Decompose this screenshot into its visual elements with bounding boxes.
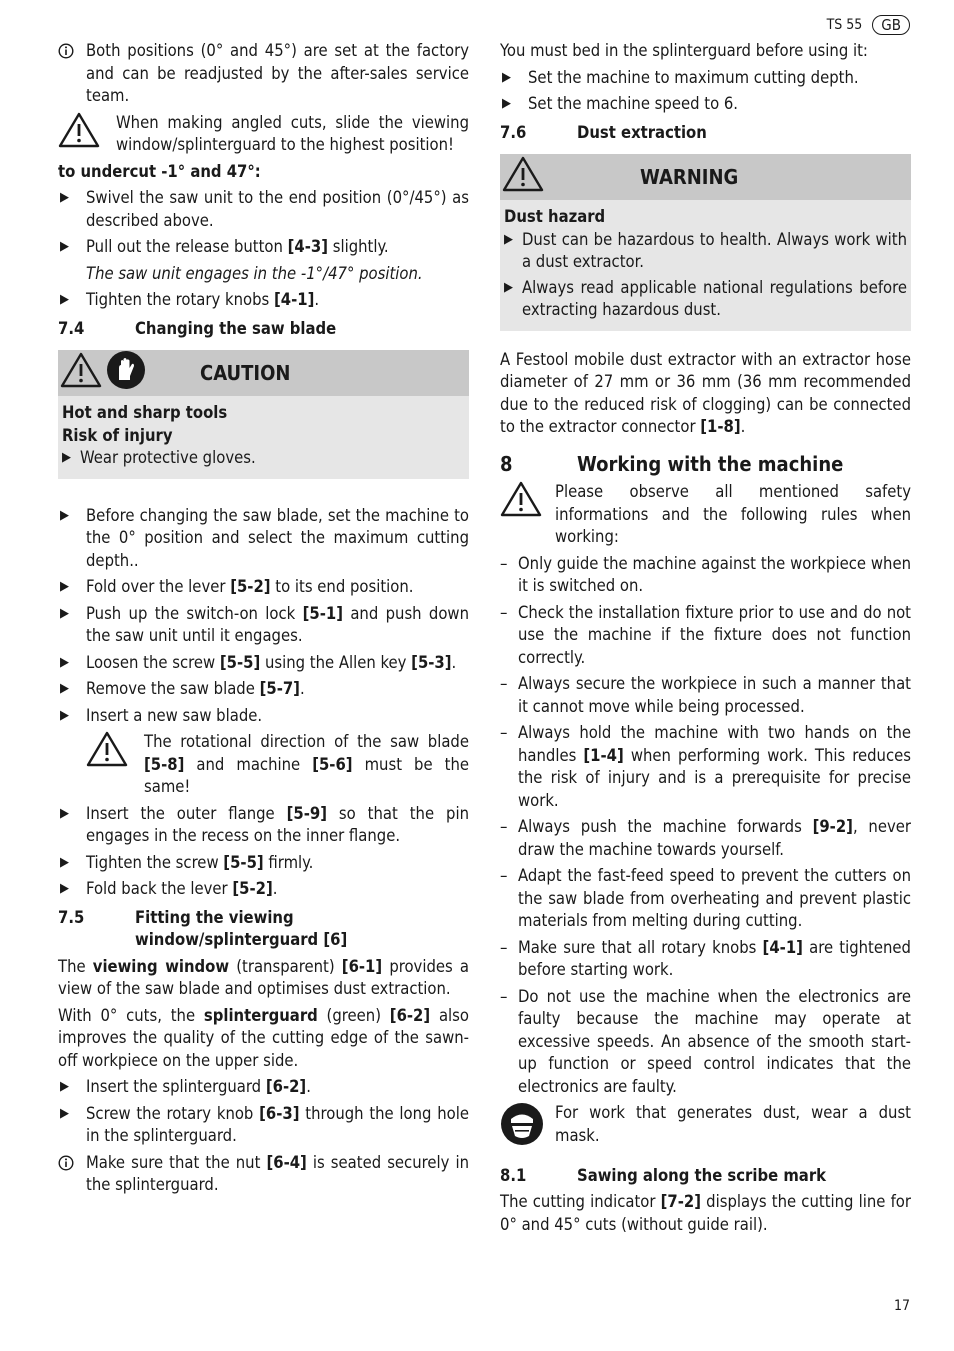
paragraph: A Festool mobile dust extractor with an extractor hose diameter of 27 mm or 36 mm (36 mm recommended due to the reduced risk of clogging) can be connected to the extractor connector [1-8]. [500, 349, 911, 436]
info-icon [58, 43, 74, 66]
warning-triangle-icon [502, 156, 544, 199]
rotation-warning: The rotational direction of the saw blade [5-8] and machine [5-6] must be the same! [58, 731, 469, 799]
result-text: The saw unit engages in the -1°/47° position. [86, 263, 423, 283]
caution-title: CAUTION [200, 360, 291, 385]
list-item: ▶ Set the machine to maximum cutting depth. [502, 67, 859, 87]
list-item: ▶ Tighten the rotary knobs [4-1]. [60, 290, 320, 309]
page-header [827, 14, 910, 37]
warning-triangle-icon [500, 481, 555, 524]
info-icon [58, 1155, 74, 1178]
left-column [58, 40, 469, 1201]
list-item: ▶ Always read applicable national regulations before extracting hazardous dust. [504, 277, 907, 319]
list-item: ▶ Tighten the screw [5-5] firmly. [60, 852, 314, 872]
safety-warning: Please observe all mentioned safety informations and the following rules when working: [500, 481, 911, 549]
language-badge: GB [872, 15, 910, 35]
list-item: ▶ Fold back the lever [5-2]. [60, 879, 278, 898]
list-item: – Check the installation fixture prior to use and do not use the machine if the fixture does not function correctly. [500, 602, 911, 667]
paragraph: The viewing window (transparent) [6-1] provides a view of the saw blade and optimises dust extraction. [58, 956, 470, 998]
list-item: – Make sure that all rotary knobs [4-1] are tightened before starting work. [500, 937, 911, 979]
list-item: ▶ Insert the splinterguard [6-2]. [60, 1077, 311, 1096]
model-label: TS 55 [826, 17, 863, 33]
list-item: ▶ Set the machine speed to 6. [502, 94, 739, 113]
list-item: – Do not use the machine when the electronics are faulty because the machine may operate at excessive speeds. An absence of the smooth start-up function or speed control indicates that the electronics are faulty. [500, 986, 911, 1096]
angled-cut-warning: When making angled cuts, slide the viewing window/splinterguard to the highest position! [58, 112, 469, 157]
list-item: – Adapt the fast-feed speed to prevent the cutters on the saw blade from overheating and prevent plastic materials from melting during cutting. [500, 866, 911, 930]
section-heading-8: 8 Working with the machine [500, 451, 844, 476]
paragraph: With 0° cuts, the splinterguard (green) [6-2] also improves the quality of the cutting edge of the sawn-off workpiece on the upper side. [58, 1005, 469, 1070]
right-column [500, 40, 911, 1240]
undercut-heading: to undercut -1° and 47°: [58, 161, 261, 181]
list-item: – Always hold the machine with two hands on the handles [1-4] when performing work. This reduces the risk of injury and is a prerequisite for precise work. [500, 723, 911, 810]
gloves-icon [106, 350, 146, 397]
list-item: ▶ Screw the rotary knob [6-3] through the long hole in the splinterguard. [60, 1103, 469, 1145]
list-item: ▶ Dust can be hazardous to health. Always work with a dust extractor. [504, 229, 907, 271]
list-item: ▶ Insert a new saw blade. [60, 705, 263, 725]
section-heading-7-6: 7.6 Dust extraction [500, 122, 707, 142]
list-item: – Always push the machine forwards [9-2], never draw the machine towards yourself. [500, 817, 911, 859]
paragraph: You must bed in the splinterguard before using it: [500, 41, 868, 60]
warning-triangle-icon [86, 731, 144, 774]
list-item: ▶ Wear protective gloves. [62, 448, 256, 467]
warning-box: WARNING Dust hazard ▶ Dust can be hazardous to health. Always work with a dust extractor. ▶ Always read applicable national regulations before extracting hazardous dust. [500, 154, 911, 331]
list-item: ▶ Fold over the lever [5-2] to its end position. [60, 577, 414, 596]
list-item: ▶ Loosen the screw [5-5] using the Allen key [5-3]. [60, 652, 457, 672]
dust-mask-icon [500, 1102, 555, 1153]
warning-title: WARNING [640, 164, 739, 189]
section-heading-7-5: 7.5 Fitting the viewing window/splinterguard [6] [58, 907, 348, 949]
section-heading-7-4: 7.4 Changing the saw blade [58, 318, 337, 338]
section-heading-8-1: 8.1 Sawing along the scribe mark [500, 1165, 827, 1185]
warning-triangle-icon [60, 352, 102, 395]
dust-mask-note: For work that generates dust, wear a dust mask. [500, 1102, 911, 1153]
list-item: ▶ Before changing the saw blade, set the machine to the 0° position and select the maximum cutting depth.. [60, 505, 469, 570]
paragraph: The cutting indicator [7-2] displays the cutting line for 0° and 45° cuts (without guide rail). [500, 1192, 911, 1234]
list-item: – Only guide the machine against the workpiece when it is switched on. [500, 553, 911, 595]
list-item: ▶ Push up the switch-on lock [5-1] and push down the saw unit until it engages. [60, 603, 469, 645]
caution-box: CAUTION Hot and sharp tools Risk of injury ▶ Wear protective gloves. [58, 350, 469, 479]
warning-triangle-icon [58, 112, 116, 155]
info-note: Both positions (0° and 45°) are set at the factory and can be readjusted by the after-sales service team. [58, 40, 469, 108]
page-number: 17 [893, 1297, 910, 1314]
list-item: – Always secure the workpiece in such a manner that it cannot move while being processed. [500, 674, 911, 716]
list-item: ▶ Insert the outer flange [5-9] so that the pin engages in the recess on the inner flange. [60, 803, 469, 845]
list-item: ▶ Remove the saw blade [5-7]. [60, 679, 305, 698]
list-item: ▶ Pull out the release button [4-3] slightly. [60, 237, 389, 256]
list-item: ▶ Swivel the saw unit to the end position (0°/45°) as described above. [60, 188, 469, 230]
info-note: Make sure that the nut [6-4] is seated securely in the splinterguard. [58, 1152, 469, 1197]
